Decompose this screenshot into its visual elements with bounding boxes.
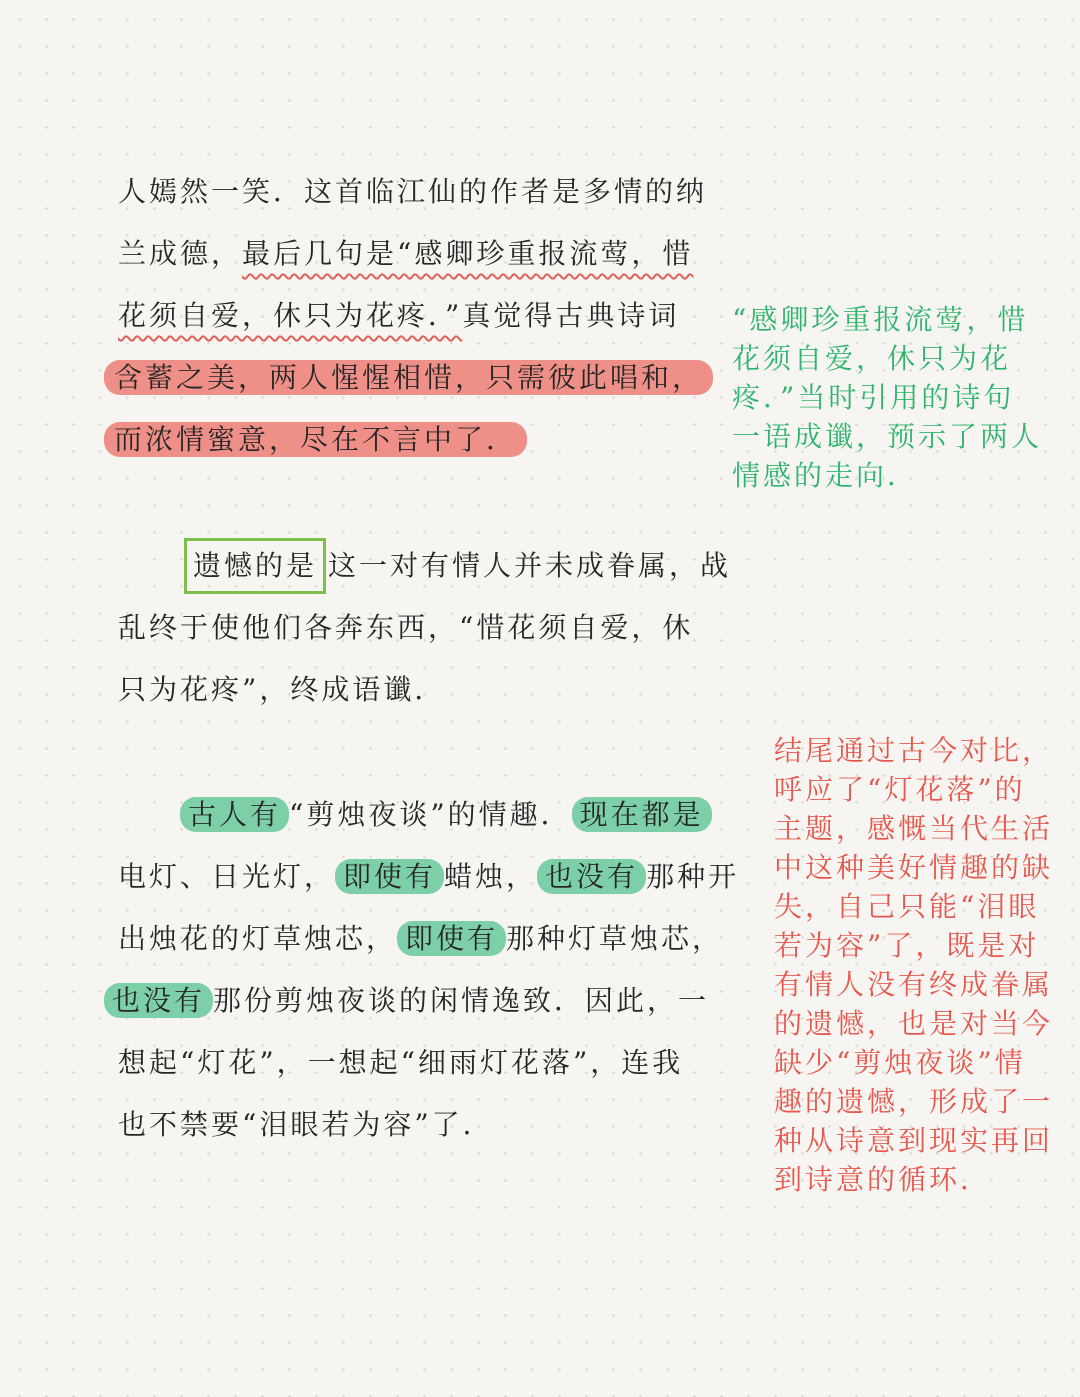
green-highlight: 也没有 xyxy=(537,859,646,894)
p1-line-4 xyxy=(114,347,758,409)
green-highlight: 也没有 xyxy=(104,983,213,1018)
green-note-line: 一语成谶，预示了两人 xyxy=(732,420,1043,453)
paragraph-2 xyxy=(118,535,758,721)
p1-line-3 xyxy=(118,285,758,347)
green-note-line: 花须自爱，休只为花 xyxy=(732,342,1012,375)
p3-line-3 xyxy=(118,908,758,970)
red-highlight-line-2: 而浓情蜜意，尽在不言中了． xyxy=(104,422,527,457)
red-note-line: 结尾通过古今对比， xyxy=(774,734,1054,767)
wavy-underline-quote-part-1: 最后几句是“感卿珍重报流莺，惜 xyxy=(242,237,694,270)
green-note-line: 情感的走向． xyxy=(732,459,919,492)
red-highlight-line-1: 含蓄之美，两人惺惺相惜，只需彼此唱和， xyxy=(104,360,713,395)
p1-line-1-text: 人嫣然一笑．这首临江仙的作者是多情的纳 xyxy=(118,175,708,208)
red-note-line: 种从诗意到现实再回 xyxy=(774,1124,1054,1157)
p3-line-1-text: “剪烛夜谈”的情趣． xyxy=(289,798,572,831)
p3-line-4 xyxy=(112,970,758,1032)
p1-line-1 xyxy=(118,161,758,223)
paragraph-1 xyxy=(114,161,758,471)
p1-line-3-text: 真觉得古典诗词 xyxy=(462,299,680,332)
p3-line-5 xyxy=(118,1032,758,1094)
p3-line-5-text: 想起“灯花”，一想起“细雨灯花落”，连我 xyxy=(118,1046,684,1079)
red-note-line: 趣的遗憾，形成了一 xyxy=(774,1085,1054,1118)
red-note-line: 有情人没有终成眷属 xyxy=(774,968,1054,1001)
p3-line-2-text: 那种开 xyxy=(646,860,740,893)
p2-line-1-text: 这一对有情人并未成眷属，战 xyxy=(328,549,732,582)
p1-line-2-text: 兰成德， xyxy=(118,237,243,270)
green-highlight: 古人有 xyxy=(180,797,289,832)
p3-line-6-text: 也不禁要“泪眼若为容”了． xyxy=(118,1108,494,1141)
p2-line-3-text: 只为花疼”，终成语谶． xyxy=(118,673,446,706)
red-margin-note xyxy=(774,731,1053,1199)
p3-line-6 xyxy=(118,1094,758,1156)
p2-line-3 xyxy=(118,659,758,721)
wavy-underline-quote-part-2: 花须自爱，休只为花疼．” xyxy=(118,299,463,332)
red-note-line: 的遗憾，也是对当今 xyxy=(774,1007,1054,1040)
red-note-line: 主题，感慨当代生活 xyxy=(774,812,1054,845)
red-note-line: 缺少“剪烛夜谈”情 xyxy=(774,1046,1026,1079)
p3-line-3-text: 那种灯草烛芯， xyxy=(506,922,724,955)
p2-line-2-text: 乱终于使他们各奔东西，“惜花须自爱，休 xyxy=(118,611,694,644)
p2-line-1 xyxy=(118,535,758,597)
green-note-line: 疼．”当时引用的诗句 xyxy=(732,381,1015,414)
p3-line-3-text: 出烛花的灯草烛芯， xyxy=(118,922,398,955)
p3-line-2 xyxy=(118,846,758,908)
green-highlight: 即使有 xyxy=(397,921,506,956)
paragraph-3 xyxy=(112,784,758,1156)
red-note-line: 若为容”了，既是对 xyxy=(774,929,1040,962)
red-note-line: 中这种美好情趣的缺 xyxy=(774,851,1054,884)
green-note-line: “感卿珍重报流莺，惜 xyxy=(732,303,1029,336)
p3-line-2-text: 电灯、日光灯， xyxy=(118,860,336,893)
red-note-line: 呼应了“灯花落”的 xyxy=(774,773,1026,806)
p1-line-5 xyxy=(114,409,758,471)
p3-line-4-text: 那份剪烛夜谈的闲情逸致．因此，一 xyxy=(213,984,710,1017)
boxed-phrase: 遗憾的是 xyxy=(184,538,326,594)
p2-line-2 xyxy=(118,597,758,659)
green-highlight: 即使有 xyxy=(335,859,444,894)
green-highlight: 现在都是 xyxy=(572,797,712,832)
p1-line-2 xyxy=(118,223,758,285)
p3-line-2-text: 蜡烛， xyxy=(444,860,538,893)
red-note-line: 到诗意的循环． xyxy=(774,1163,992,1196)
red-note-line: 失，自己只能“泪眼 xyxy=(774,890,1040,923)
p3-line-1 xyxy=(118,784,758,846)
green-margin-note xyxy=(732,300,1042,495)
